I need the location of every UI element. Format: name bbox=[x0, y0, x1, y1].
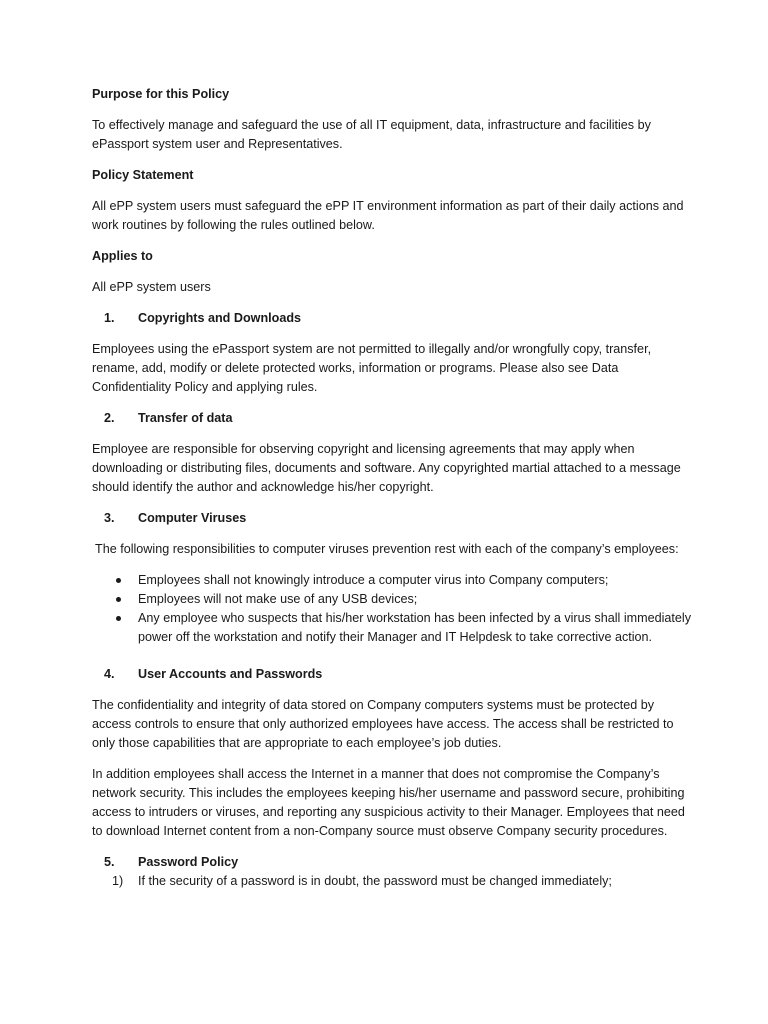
policy-statement-heading: Policy Statement bbox=[92, 168, 194, 182]
section-2-number: 2. bbox=[104, 411, 115, 425]
bullet-text: Employees will not make use of any USB devices; bbox=[138, 592, 418, 606]
bullet-icon bbox=[92, 571, 138, 590]
section-3-text: The following responsibilities to computer viruses prevention rest with each of the company’s employees: bbox=[95, 542, 679, 556]
section-4-number: 4. bbox=[104, 667, 115, 681]
section-1-title: Copyrights and Downloads bbox=[138, 311, 302, 325]
section-1-number: 1. bbox=[104, 311, 115, 325]
section-3-number: 3. bbox=[104, 511, 115, 525]
section-4-text-1: The confidentiality and integrity of data stored on Company computers systems must be protected by access controls to ensure that only authorized employees have access. The access shall be restricted to only those capabilities that are appropriate to each employee’s job duties. bbox=[92, 698, 674, 750]
document-body bbox=[92, 85, 692, 891]
section-4-title: User Accounts and Passwords bbox=[138, 667, 323, 681]
applies-to-text: All ePP system users bbox=[92, 280, 211, 294]
password-policy-item-number: 1) bbox=[112, 874, 124, 888]
list-item bbox=[92, 590, 692, 609]
bullet-icon bbox=[92, 609, 138, 647]
purpose-text: To effectively manage and safeguard the use of all IT equipment, data, infrastructure and facilities by ePassport system user and Representatives. bbox=[92, 118, 651, 151]
section-1-text: Employees using the ePassport system are not permitted to illegally and/or wrongfully copy, transfer, rename, add, modify or delete protected works, information or programs. Please also see Data Confidentiality Policy and applying rules. bbox=[92, 342, 652, 394]
section-5-title: Password Policy bbox=[138, 855, 239, 869]
section-2-text: Employee are responsible for observing copyright and licensing agreements that may apply when downloading or distributing files, documents and software. Any copyrighted martial attached to a message should identify the author and acknowledge his/her copyright. bbox=[92, 442, 681, 494]
list-item bbox=[92, 609, 692, 647]
section-4-heading bbox=[92, 665, 692, 684]
section-2-title: Transfer of data bbox=[138, 411, 233, 425]
policy-statement-text: All ePP system users must safeguard the ePP IT environment information as part of their daily actions and work routines by following the rules outlined below. bbox=[92, 199, 684, 232]
section-5-heading bbox=[92, 853, 692, 872]
section-4-text-2: In addition employees shall access the Internet in a manner that does not compromise the Company’s network security. This includes the employees keeping his/her username and password secure, prohibiting access to intruders or viruses, and reporting any suspicious activity to their Manager. Employees that need to download Internet content from a non-Company source must observe Company security procedures. bbox=[92, 767, 685, 838]
section-2-heading bbox=[92, 409, 692, 428]
bullet-icon bbox=[92, 590, 138, 609]
list-item bbox=[92, 571, 692, 590]
password-policy-item bbox=[92, 872, 692, 891]
section-5-number: 5. bbox=[104, 855, 115, 869]
purpose-heading: Purpose for this Policy bbox=[92, 87, 230, 101]
section-3-heading bbox=[92, 509, 692, 528]
section-1-heading bbox=[92, 309, 692, 328]
password-policy-item-text: If the security of a password is in doubt, the password must be changed immediately; bbox=[138, 874, 612, 888]
bullet-text: Employees shall not knowingly introduce a computer virus into Company computers; bbox=[138, 573, 609, 587]
bullet-text: Any employee who suspects that his/her workstation has been infected by a virus shall immediately power off the workstation and notify their Manager and IT Helpdesk to take corrective action. bbox=[138, 611, 692, 644]
applies-to-heading: Applies to bbox=[92, 249, 153, 263]
virus-bullet-list bbox=[92, 571, 692, 647]
section-3-title: Computer Viruses bbox=[138, 511, 247, 525]
